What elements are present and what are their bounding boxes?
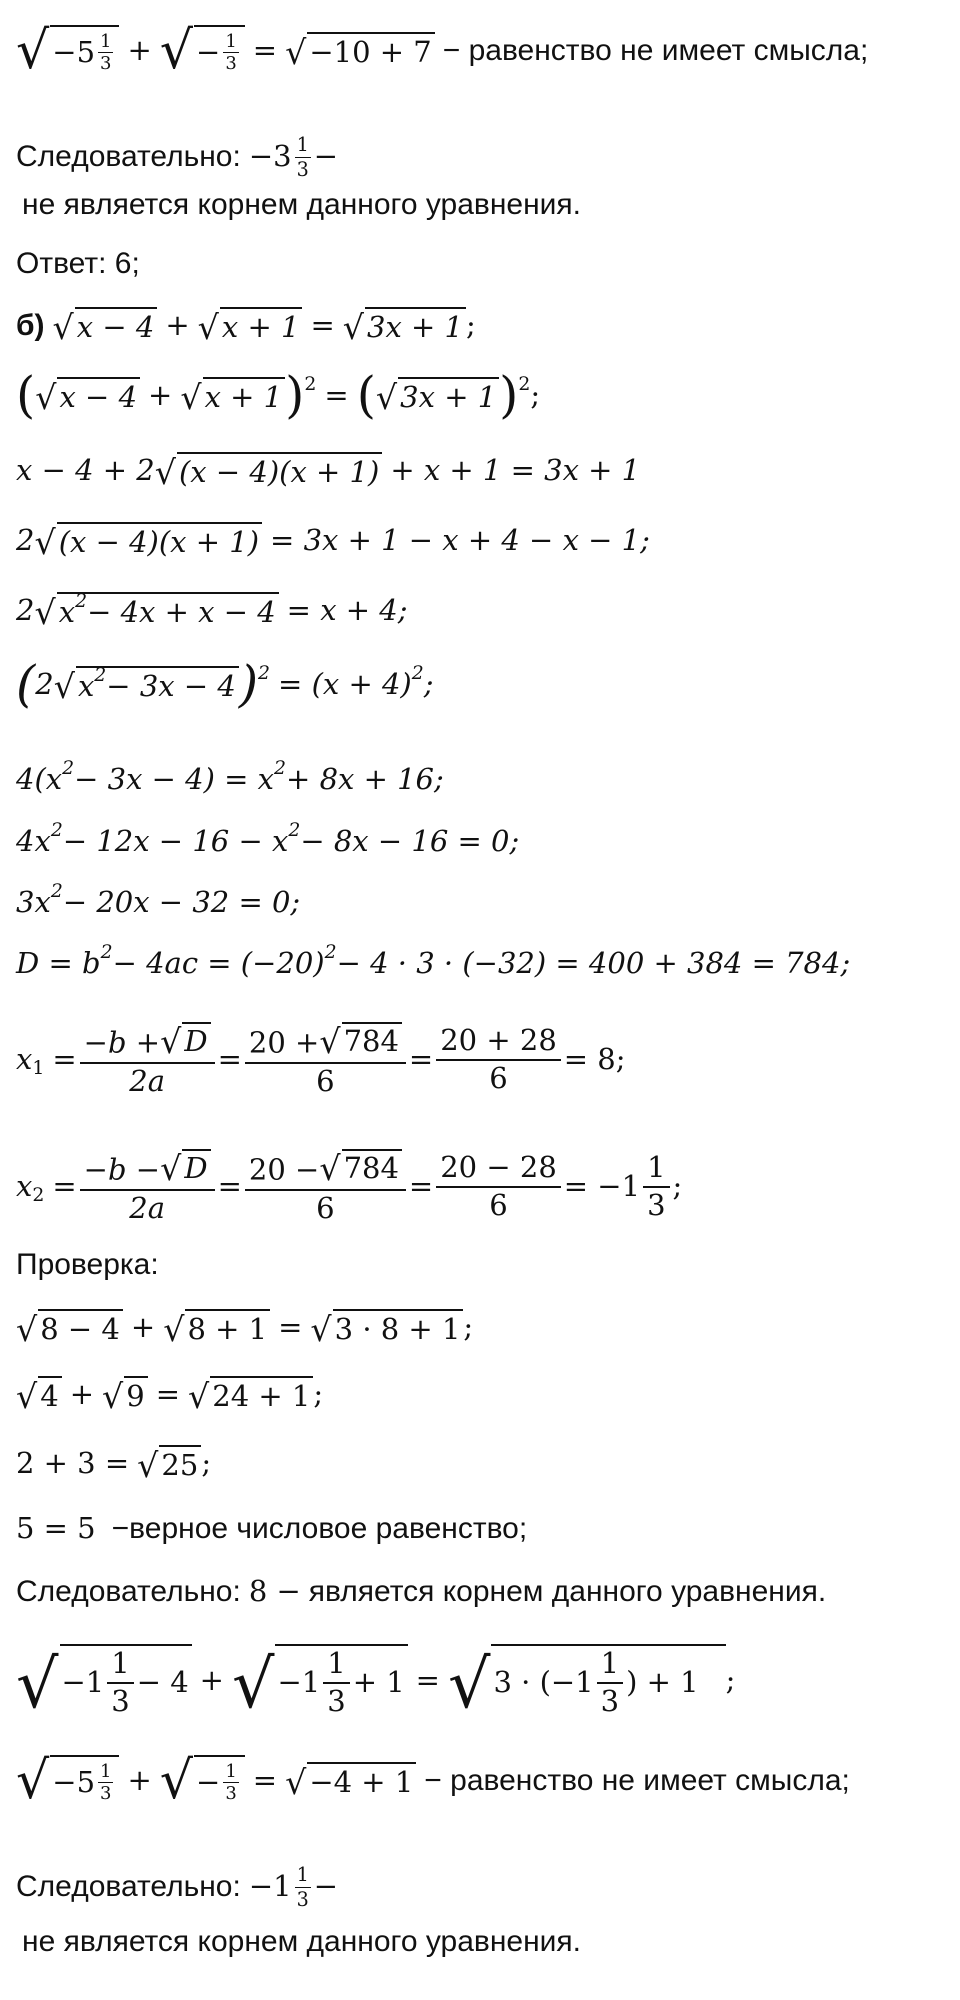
- radical: √ x + 1: [180, 377, 285, 414]
- radical: √ x + 1: [198, 307, 303, 344]
- fraction: $\frac{1}{3}$: [643, 1152, 669, 1222]
- radical: √ x 2 − 4x + x − 4: [34, 592, 278, 629]
- conclusion-text: не является корнем данного уравнения.: [22, 187, 581, 221]
- radical: √ −4 + 1: [285, 1762, 416, 1799]
- fraction: 20 − √ 784 6: [245, 1149, 406, 1224]
- radical: √ (x − 4)(x + 1): [34, 522, 262, 559]
- root-x1-line: x 1 = −b + √ D 2a = 20 + √ 784 6 = $\frac{20 + 28}{6}$ = 8;: [16, 1021, 626, 1098]
- check-line: √ −5 $\frac{1}{3}$ + √ − $\frac{1}{3}$ = √ −4 + 1 − равенство не имеет смысла;: [16, 1750, 850, 1811]
- radical: √ −5 $\frac{1}{3}$: [16, 1755, 119, 1807]
- radical: √ 25: [137, 1445, 201, 1482]
- radical: √ (x − 4)(x + 1): [155, 452, 383, 489]
- radical: √ x 2 − 3x − 4: [54, 666, 239, 703]
- radical: √ 3x + 1: [343, 307, 466, 344]
- radical: √ 3 · 8 + 1: [310, 1309, 463, 1346]
- conclusion-line: Следовательно: −3 $\frac{1}{3}$ −: [16, 133, 339, 181]
- check-heading: Проверка:: [16, 1247, 159, 1281]
- check-line: 2 + 3 = √ 25 ;: [16, 1446, 212, 1486]
- equation-line: x − 4 + 2 √ (x − 4)(x + 1) + x + 1 = 3x + 1: [16, 453, 641, 493]
- equation-line: ( 2 √ x 2 − 3x − 4 ) 2 = (x + 4) 2 ;: [16, 655, 434, 714]
- radical: √ 3x + 1: [376, 377, 499, 414]
- fraction: $\frac{20 + 28}{6}$: [436, 1025, 561, 1095]
- radical: √ 9: [102, 1376, 148, 1413]
- conclusion-line: Следовательно: 8 − является корнем данного уравнения.: [16, 1574, 827, 1609]
- equation-line: 2 √ (x − 4)(x + 1) = 3x + 1 − x + 4 − x − 1;: [16, 523, 650, 563]
- discriminant-line: D = b 2 − 4ac = (−20) 2 − 4 · 3 · (−32) = 400 + 384 = 784;: [16, 941, 851, 981]
- fraction: $\frac{20 - 28}{6}$: [436, 1152, 561, 1222]
- check-line: √ 8 − 4 + √ 8 + 1 = √ 3 · 8 + 1 ;: [16, 1310, 474, 1350]
- radical: √ −1 $\frac{1}{3}$ − 4: [16, 1644, 192, 1718]
- conclusion-line: Следовательно: −1 $\frac{1}{3}$ −: [16, 1863, 339, 1911]
- radical: √ x − 4: [53, 307, 158, 344]
- check-line: √ 4 + √ 9 = √ 24 + 1 ;: [16, 1377, 324, 1417]
- radical: √ − $\frac{1}{3}$: [160, 1755, 245, 1807]
- radical: √ 4: [16, 1376, 62, 1413]
- fraction: −b − √ D 2a: [80, 1149, 215, 1224]
- radical: √ x − 4: [35, 377, 140, 414]
- fraction: 20 + √ 784 6: [245, 1022, 406, 1097]
- radical: √ 8 + 1: [163, 1309, 270, 1346]
- equation-line: √ −5 $\frac{1}{3}$ + √ − $\frac{1}{3}$ = √ −10 + 7 − равенство не имеет смысла;: [16, 20, 869, 81]
- check-result: 5 = 5 −верное числовое равенство;: [16, 1511, 528, 1546]
- equation-line: 2 √ x 2 − 4x + x − 4 = x + 4;: [16, 590, 408, 633]
- equation-line: 4x 2 − 12x − 16 − x 2 − 8x − 16 = 0;: [16, 819, 520, 859]
- radical: √ −1 $\frac{1}{3}$ + 1: [232, 1644, 408, 1718]
- equation-line: 3x 2 − 20x − 32 = 0;: [16, 880, 301, 920]
- radical: √ −10 + 7: [285, 32, 435, 69]
- radical: √ 3 · (−1 $\frac{1}{3}$ ) + 1: [448, 1644, 726, 1718]
- check-line: √ −1 $\frac{1}{3}$ − 4 + √ −1 $\frac{1}{3}$ + 1 = √ 3 · (−1 $\frac{1}{3}$ ) + 1 ;: [16, 1645, 736, 1724]
- radical: √ − $\frac{1}{3}$: [160, 25, 245, 77]
- fraction: −b + √ D 2a: [80, 1022, 215, 1097]
- conclusion-text: не является корнем данного уравнения.: [22, 1924, 581, 1958]
- radical: √ −5 $\frac{1}{3}$: [16, 25, 119, 77]
- root-x2-line: x 2 = −b − √ D 2a = 20 − √ 784 6 = $\frac{20 - 28}{6}$ = −1 $\frac{1}{3}$ ;: [16, 1148, 683, 1225]
- task-b-equation: б) √ x − 4 + √ x + 1 = √ 3x + 1 ;: [16, 308, 476, 348]
- answer-line: Ответ: 6;: [16, 246, 140, 280]
- radical: √ 8 − 4: [16, 1309, 123, 1346]
- equation-line: 4(x 2 − 3x − 4) = x 2 + 8x + 16;: [16, 757, 444, 797]
- equation-line: ( √ x − 4 + √ x + 1 ) 2 = ( √ 3x + 1 ) 2 ;: [16, 366, 541, 425]
- radical: √ 24 + 1: [188, 1376, 313, 1413]
